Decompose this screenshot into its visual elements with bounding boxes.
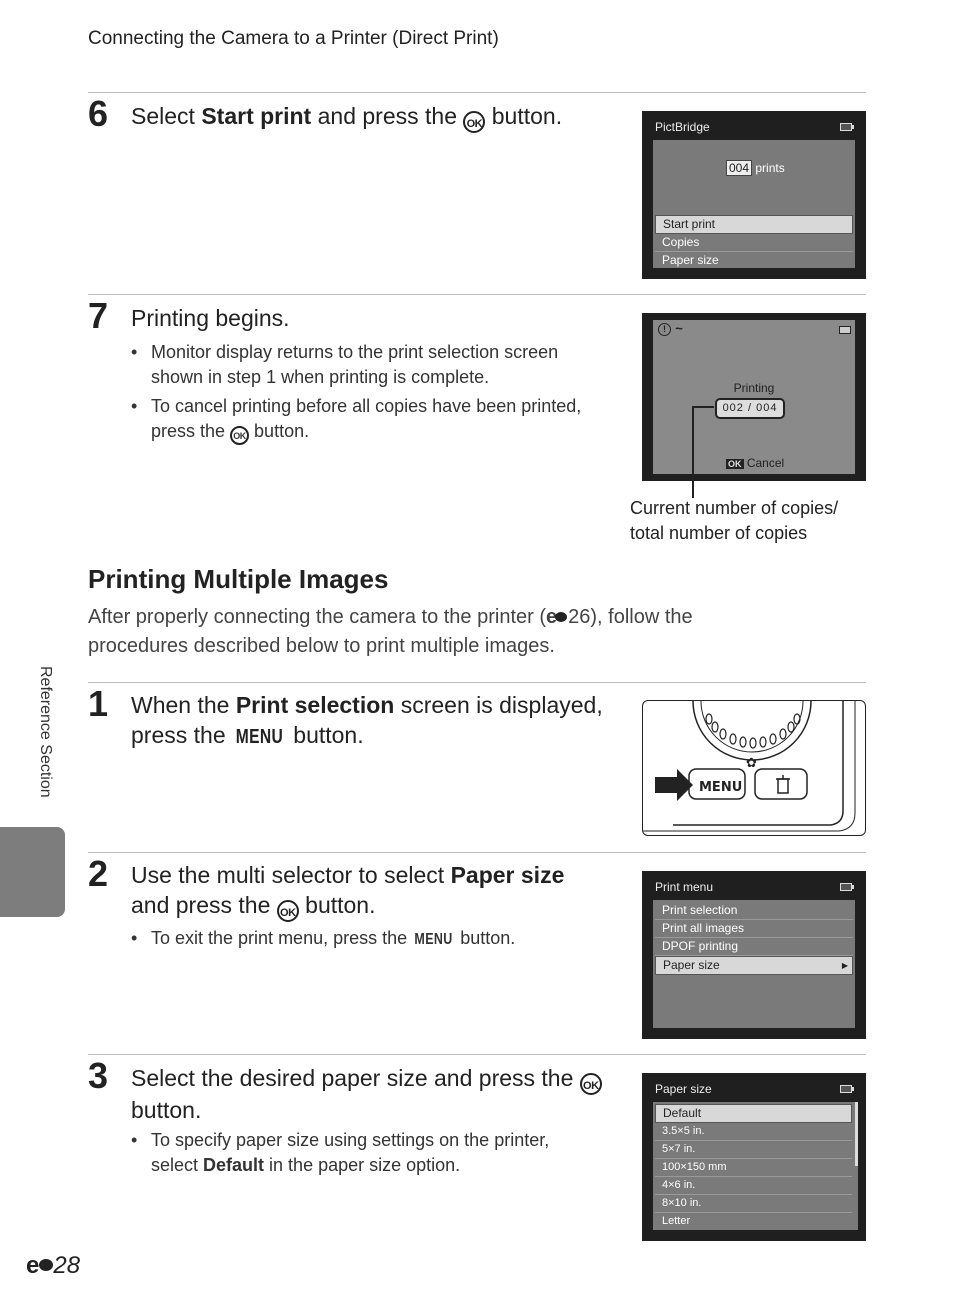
menu-item-print-all-images[interactable]: Print all images [655,920,853,938]
divider [88,852,866,853]
cancel-hint: OK Cancel [728,456,785,470]
menu-item-size[interactable]: 5×7 in. [655,1141,852,1159]
menu-item-size[interactable]: 3.5×5 in. [655,1123,852,1141]
divider [88,294,866,295]
menu-item-copies[interactable]: Copies [655,234,853,252]
scrollbar[interactable] [855,1102,858,1166]
divider [88,1054,866,1055]
menu-item-dpof-printing[interactable]: DPOF printing [655,938,853,956]
side-tab-block [0,827,65,917]
divider [88,682,866,683]
printing-status: Printing [733,381,775,395]
bullet-item: • To cancel printing before all copies have been printed, press the OK button. [129,394,614,445]
step7-title: Printing begins. [131,305,290,331]
screen-body [653,320,855,474]
printing-screen [642,313,866,481]
screen-body [653,900,855,1028]
screen-title: PictBridge [655,120,710,134]
step-number: 3 [88,1055,109,1096]
warning-icon: ! [658,323,671,336]
step1-title: When the Print selection screen is displayed, press the MENU button. [131,690,621,752]
pictbridge-screen [642,111,866,279]
menu-item-start-print[interactable]: Start print [655,215,853,234]
battery-icon [839,326,851,334]
step-number: 2 [88,853,109,894]
ok-button-icon: OK [580,1073,602,1095]
screen-title: Paper size [655,1082,712,1096]
reference-icon: e [26,1252,40,1279]
section-heading: Printing Multiple Images [88,564,389,594]
progress-counter: 002 / 004 [715,398,785,419]
bullet-item: • Monitor display returns to the print selection screen shown in step 1 when printing is complete. [129,340,614,390]
reference-icon [39,1259,53,1271]
menu-list [655,1104,852,1230]
menu-item-size[interactable]: 8×10 in. [655,1195,852,1213]
step3-title: Select the desired paper size and press the OK button. [131,1063,621,1125]
step-number: 1 [88,683,109,724]
menu-list [655,215,853,269]
arrow-icon [655,769,693,801]
ok-button-icon: OK [728,459,742,469]
svg-text:✿: ✿ [746,756,757,771]
page-number: e 28 [26,1252,81,1279]
ok-button-icon: OK [277,900,299,922]
callout-text: Current number of copies/ total number of copies [630,498,839,543]
arrow-right-icon: ▶ [841,961,848,970]
print-menu-screen [642,871,866,1039]
camera-back-drawing [643,701,866,836]
step-number: 6 [88,93,109,134]
step3-bullets [129,1128,614,1182]
bullet-item: • To exit the print menu, press the MENU button. [129,926,614,952]
callout-line [692,406,714,408]
pictbridge-icon: ~ [675,321,683,336]
menu-button-icon: MENU [235,726,284,748]
menu-item-size[interactable]: 4×6 in. [655,1177,852,1195]
menu-item-size[interactable]: 100×150 mm [655,1159,852,1177]
callout-line [692,406,694,498]
menu-item-size[interactable]: Letter [662,1215,691,1227]
camera-illustration [642,700,866,836]
step7-bullets [129,340,614,449]
step6-title: Select Start print and press the OK button. [131,101,562,133]
menu-item-print-selection[interactable]: Print selection [655,902,853,920]
divider [88,92,866,93]
print-count: 004 prints [726,161,785,175]
menu-list [655,902,853,975]
paper-size-screen [642,1073,866,1241]
battery-icon [840,883,852,891]
battery-icon [840,1085,852,1093]
screen-body [653,140,855,268]
section-intro: After properly connecting the camera to the printer (e 26), follow the procedures described below to print multiple images. [88,606,693,657]
ok-button-icon: OK [230,426,249,445]
menu-item-default[interactable]: Default [655,1104,852,1123]
step2-title: Use the multi selector to select Paper size and press the OK button. [131,860,621,922]
side-tab-label: Reference Section [37,666,54,798]
ok-button-icon: OK [463,111,485,133]
screen-title: Print menu [655,880,714,894]
step2-bullets [129,926,614,956]
menu-item-paper-size[interactable]: Paper size ▶ [655,956,853,975]
menu-item-paper-size[interactable]: Paper size [662,253,719,267]
screen-body [653,1102,858,1230]
step-number: 7 [88,295,109,336]
bullet-item: • To specify paper size using settings on the printer, select Default in the paper size option. [129,1128,614,1178]
reference-icon: e [546,606,556,628]
menu-button-label: MENU [699,780,743,795]
reference-icon [555,612,567,622]
battery-icon [840,123,852,131]
menu-button-icon: MENU [414,931,453,948]
page-header: Connecting the Camera to a Printer (Direct Print) [88,28,499,49]
